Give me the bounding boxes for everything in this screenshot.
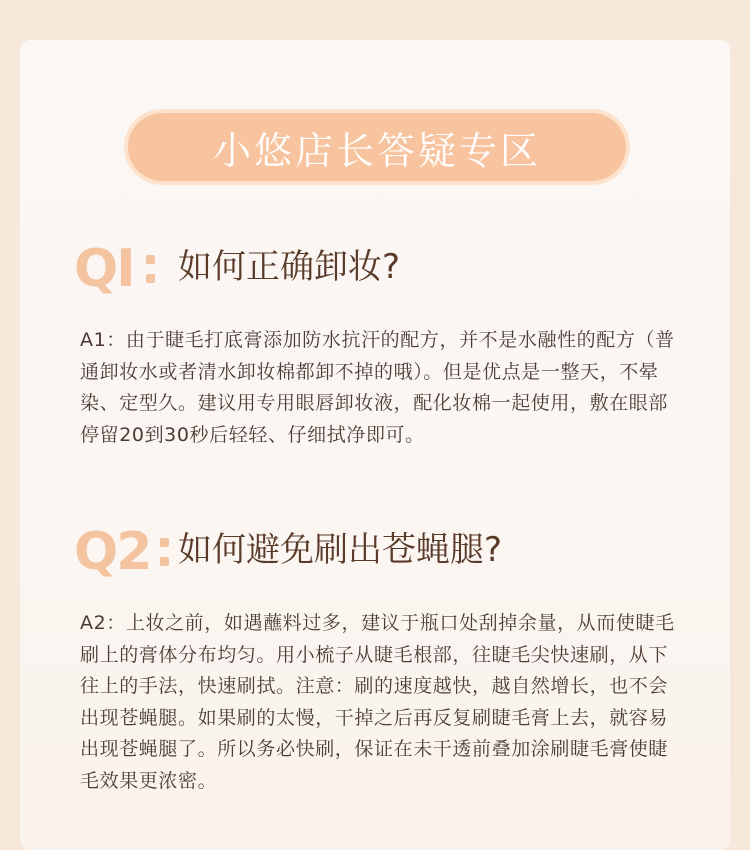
answer-1: A1：由于睫毛打底膏添加防水抗汗的配方，并不是水融性的配方（普通卸妆水或者清水卸妆棉都卸不掉的哦）。但是优点是一整天，不晕染、定型久。建议用专用眼唇卸妆液，配化妆棉一起使用，敷在眼部停留20到30秒后轻轻、仔细拭净即可。 — [80, 329, 675, 446]
answer-2: A2：上妆之前，如遇蘸料过多，建议于瓶口处刮掉余量，从而使睫毛刷上的膏体分布均匀。用小梳子从睫毛根部，往睫毛尖快速刷，从下往上的手法，快速刷拭。注意：刷的速度越快，越自然增长，也不会出现苍蝇腿。如果刷的太慢，干掉之后再反复刷睫毛膏上去，就容易出现苍蝇腿了。所以务必快刷，保证在未干透前叠加涂刷睫毛膏使睫毛效果更浓密。 — [80, 612, 675, 792]
question-1: 如何正确卸妆? — [178, 247, 401, 287]
section-title: 小悠店长答疑专区 — [128, 113, 626, 181]
q1-colon-icon — [146, 255, 155, 283]
question-2: 如何避免刷出苍蝇腿? — [178, 530, 503, 570]
q2-mark: Q2 — [74, 522, 151, 582]
q2-colon-icon — [160, 538, 169, 566]
q1-mark: QI — [74, 239, 134, 299]
